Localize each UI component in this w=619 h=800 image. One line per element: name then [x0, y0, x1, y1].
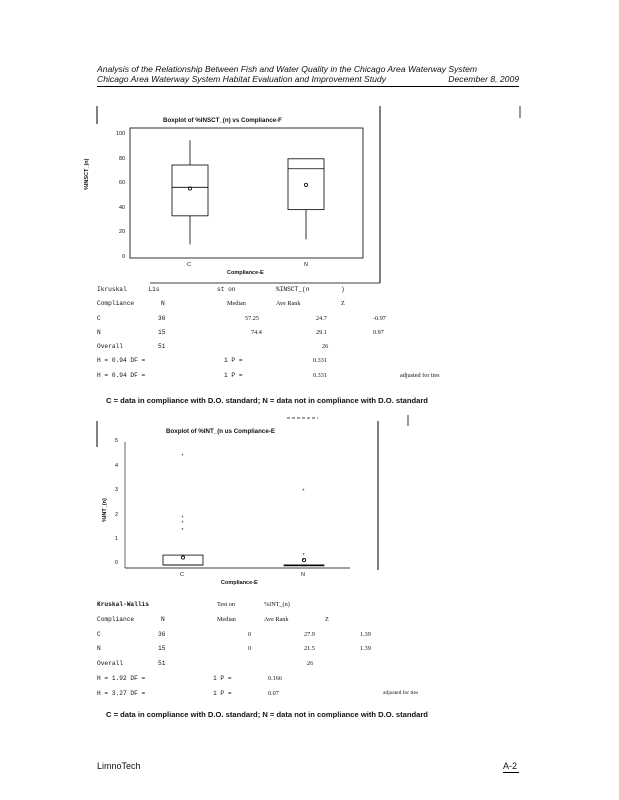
chart2-xlabel: Compliance-E — [221, 580, 258, 586]
table1-title-mid2: st on — [217, 286, 236, 293]
chart2-ytick: 1 — [115, 536, 119, 542]
legend-2: C = data in compliance with D.O. standard; N = data not in compliance with D.O. standard — [106, 710, 428, 719]
table1-h2: H = 0.94 DF = — [97, 372, 146, 379]
table2-title-mid: Test on — [217, 601, 235, 608]
chart1-ylabel: %INSCT_(n) — [84, 158, 90, 190]
chart1-ytick: 20 — [119, 229, 126, 235]
chart2-ytick: 0 — [115, 560, 119, 566]
header-line-2: Chicago Area Waterway System Habitat Evaluation and Improvement Study — [97, 74, 386, 84]
footer-left: LimnoTech — [97, 761, 141, 771]
table1-row-group: C — [97, 315, 101, 322]
chart1-ytick: 0 — [122, 254, 126, 260]
table2-row-median: 0 — [248, 645, 252, 652]
table2-h2-pval: 0.07 — [268, 690, 279, 697]
table2-row-n: 36 — [158, 631, 166, 638]
table1-h1-p: 1 P = — [224, 357, 243, 364]
table1-overall-rank: 26 — [322, 343, 329, 350]
table2-row-group: C — [97, 631, 101, 638]
table2-title-var: %INT_(n) — [264, 601, 290, 608]
chart2-ytick: 3 — [115, 487, 119, 493]
table1-col-n: N — [161, 300, 165, 307]
table2-row-z: 1.39 — [360, 631, 371, 638]
table2-col-rank: Ave Rank — [264, 616, 289, 623]
chart2-marks — [163, 454, 324, 566]
table1-col-rank: Ave Rank — [276, 300, 301, 307]
table1-title-mid1: Lis — [148, 286, 160, 293]
box-outlier: * — [302, 488, 305, 495]
table1-row-group: N — [97, 329, 101, 336]
table1-row-n: 15 — [158, 329, 166, 336]
chart1-ytick: 100 — [116, 131, 126, 137]
footer-right: A-2 — [503, 761, 518, 771]
table1-col-z: Z — [341, 300, 345, 307]
table2-col-group: Compliance — [97, 616, 135, 623]
box-outlier: * — [181, 520, 184, 527]
table2-h1-pval: 0.166 — [268, 675, 282, 682]
table1-title-left: Ikruskal — [97, 286, 127, 293]
chart1-title: Boxplot of %INSCT_(n) vs Compliance-F — [163, 117, 282, 124]
table2-row-rank: 21.5 — [304, 645, 315, 652]
table2-row-n: 15 — [158, 645, 166, 652]
box-mean-marker — [304, 183, 307, 186]
table1-overall-n: 51 — [158, 343, 166, 350]
table2-h1: H = 1.92 DF = — [97, 675, 146, 682]
table2-overall-label: Overall — [97, 660, 123, 667]
table2-row-median: 0 — [248, 631, 252, 638]
table1-row-z: -0.97 — [373, 315, 386, 322]
table1-row-rank: 24.7 — [316, 315, 327, 322]
chart1-xlabel: Compliance-E — [227, 270, 264, 276]
table1-overall-label: Overall — [97, 343, 123, 350]
table2-h2: H = 3.27 DF = — [97, 690, 146, 697]
header-line-1: Analysis of the Relationship Between Fish and Water Quality in the Chicago Area Waterway System — [97, 64, 478, 74]
table1-title-var: %INSCT_(n — [276, 286, 310, 293]
table1-row-n: 36 — [158, 315, 166, 322]
table2-col-median: Median — [217, 616, 236, 623]
footer-rule — [503, 772, 519, 773]
box-outlier: * — [302, 552, 305, 559]
table2-col-z: Z — [325, 616, 329, 623]
box-outlier: * — [181, 528, 184, 535]
chart2-xtick: N — [301, 572, 305, 578]
table1-row-rank: 29.1 — [316, 329, 327, 336]
box-iqr — [288, 159, 324, 210]
chart1-xtick: N — [304, 262, 308, 268]
box-iqr — [163, 555, 203, 565]
table1-adjusted: adjusted for ties — [400, 372, 440, 379]
box-outlier: * — [302, 557, 305, 564]
table2-overall-rank: 26 — [307, 660, 314, 667]
box-outlier: * — [181, 453, 184, 460]
chart1-marks — [172, 140, 324, 244]
chart1-plot-area — [130, 128, 363, 258]
table1-col-median: Median — [227, 300, 246, 307]
table1-row-median: 57.25 — [245, 315, 259, 322]
chart1-xtick: C — [187, 262, 191, 268]
table2-h2-p: 1 P = — [213, 690, 232, 697]
chart1-ytick: 40 — [119, 205, 126, 211]
table1-title-end: ) — [341, 286, 345, 293]
chart1-ytick: 60 — [119, 180, 126, 186]
chart1-ytick: 80 — [119, 156, 126, 162]
table2-row-rank: 27.9 — [304, 631, 315, 638]
legend-1: C = data in compliance with D.O. standard; N = data not in compliance with D.O. standard — [106, 396, 428, 405]
table1-h1-pval: 0.331 — [313, 357, 327, 364]
table2-col-n: N — [161, 616, 165, 623]
table2-h1-p: 1 P = — [213, 675, 232, 682]
chart2-ytick: 2 — [115, 512, 119, 518]
table2-adjusted: adjusted for ties — [383, 690, 419, 696]
box-outlier: * — [181, 515, 184, 522]
table1-h1: H = 0.94 DF = — [97, 357, 146, 364]
chart2-xtick: C — [180, 572, 184, 578]
table1-h2-pval: 0.331 — [313, 372, 327, 379]
chart2-ytick: 4 — [115, 463, 119, 469]
chart2-ylabel: %INT_(n) — [102, 498, 108, 522]
chart2-title: Boxplot of %INT_(n us Compliance-E — [166, 428, 275, 435]
table2-overall-n: 51 — [158, 660, 166, 667]
table2-title-left: Kruskal-Wallis — [97, 601, 149, 608]
table1-row-median: 74.4 — [251, 329, 262, 336]
box-mean-marker — [181, 556, 184, 559]
table1-h2-p: 1 P = — [224, 372, 243, 379]
table1-col-group: Compliance — [97, 300, 135, 307]
table2-row-group: N — [97, 645, 101, 652]
table1-row-z: 0.97 — [373, 329, 384, 336]
table1-title — [97, 286, 160, 293]
chart2-ytick: 5 — [115, 438, 119, 444]
header-date: December 8, 2009 — [448, 74, 519, 84]
table2-row-z: 1.39 — [360, 645, 371, 652]
